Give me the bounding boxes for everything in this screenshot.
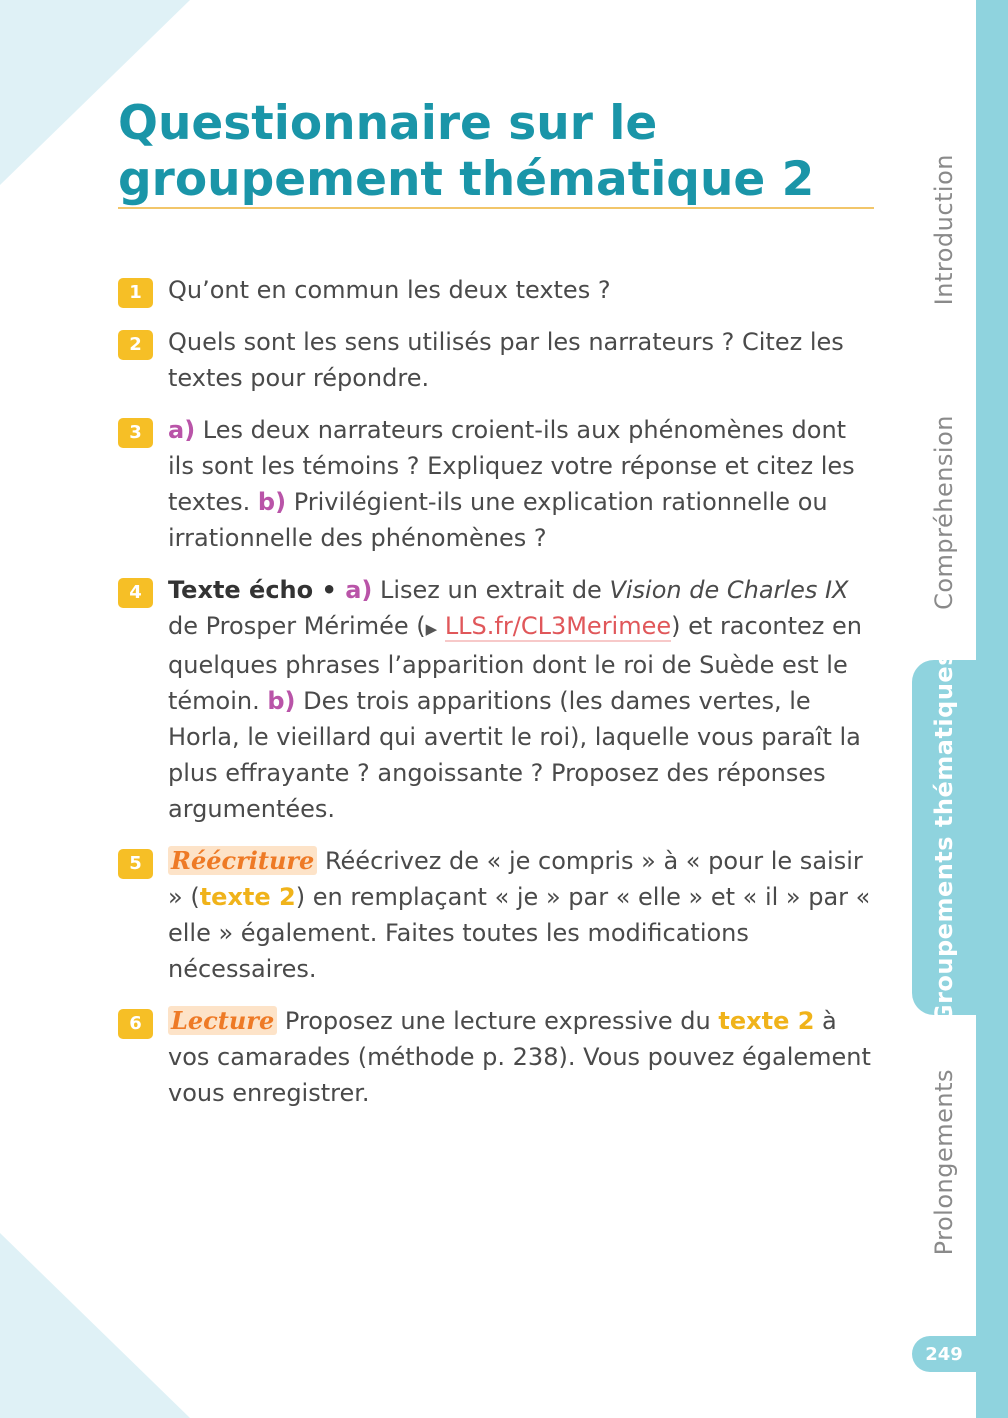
tab-groupements-thematiques[interactable] bbox=[912, 650, 976, 1025]
question-number-badge: 2 bbox=[118, 330, 153, 360]
question-number-badge: 3 bbox=[118, 418, 153, 448]
question-number-badge: 4 bbox=[118, 578, 153, 608]
question-list bbox=[118, 272, 878, 1127]
tab-groupements-label: Groupements thématiques bbox=[930, 650, 958, 1025]
question-number-badge: 5 bbox=[118, 849, 153, 879]
question-text-part: de Prosper Mérimée ( bbox=[168, 612, 426, 640]
question-text-part: à vos camarades (méthode p. 238). Vous pouvez également vous enregistrer. bbox=[168, 1007, 871, 1107]
question-text: Quels sont les sens utilisés par les narrateurs ? Citez les textes pour répondre. bbox=[168, 328, 844, 392]
tab-comprehension[interactable] bbox=[912, 400, 976, 625]
reading-tag: Lecture bbox=[168, 1006, 277, 1035]
question-6 bbox=[118, 1003, 878, 1111]
question-1 bbox=[118, 272, 878, 308]
question-text-b: Privilégient-ils une explication rationnelle ou irrationnelle des phénomènes ? bbox=[168, 488, 828, 552]
question-number-badge: 6 bbox=[118, 1009, 153, 1039]
text-reference: texte 2 bbox=[718, 1007, 815, 1035]
tab-prolongements[interactable] bbox=[912, 1050, 976, 1275]
sub-label-b: b) bbox=[267, 687, 296, 715]
question-text-part: Réécrivez de « je compris » à « pour le saisir » ( bbox=[168, 847, 863, 911]
rewriting-tag: Réécriture bbox=[168, 846, 317, 875]
work-title: Vision de Charles IX bbox=[609, 576, 849, 604]
question-text-part: Lisez un extrait de bbox=[372, 576, 610, 604]
play-arrow-icon: ▶ bbox=[425, 620, 438, 638]
tab-comprehension-label: Compréhension bbox=[930, 415, 958, 610]
tab-prolongements-label: Prolongements bbox=[930, 1069, 958, 1256]
question-text-part: Des trois apparitions (les dames vertes, le Horla, le vieillard qui avertit le roi), laquelle vous paraît la plus effrayante ? angoissante ? Proposez des réponses argumentées. bbox=[168, 687, 861, 823]
question-text-part: ) en remplaçant « je » par « elle » et « il » par « elle » également. Faites toutes les modifications nécessaires. bbox=[168, 883, 871, 983]
sub-label-b: b) bbox=[257, 488, 287, 516]
page-title: Questionnaire sur le groupement thématique 2 bbox=[118, 96, 815, 207]
question-5 bbox=[118, 843, 878, 987]
sub-label-a: a) bbox=[345, 576, 373, 604]
question-2 bbox=[118, 324, 878, 396]
corner-decoration-bottom bbox=[0, 1233, 190, 1418]
question-3 bbox=[118, 412, 878, 556]
tab-introduction[interactable] bbox=[912, 140, 976, 320]
question-text-part: Proposez une lecture expressive du bbox=[277, 1007, 719, 1035]
title-underline bbox=[118, 207, 874, 209]
question-heading: Texte écho • bbox=[168, 576, 346, 604]
merimee-link[interactable]: LLS.fr/CL3Merimee bbox=[444, 612, 672, 640]
question-4 bbox=[118, 572, 878, 827]
sub-label-a: a) bbox=[168, 416, 196, 444]
question-text-a: Les deux narrateurs croient-ils aux phénomènes dont ils sont les témoins ? Expliquez votre réponse et citez les textes. bbox=[168, 416, 855, 516]
text-reference: texte 2 bbox=[199, 883, 296, 911]
tab-introduction-label: Introduction bbox=[930, 154, 958, 306]
question-text-part: ) et racontez en quelques phrases l’apparition dont le roi de Suède est le témoin. bbox=[168, 612, 862, 715]
question-text: Qu’ont en commun les deux textes ? bbox=[168, 276, 611, 304]
side-strip bbox=[976, 0, 1008, 1418]
question-number-badge: 1 bbox=[118, 278, 153, 308]
page-number: 249 bbox=[912, 1336, 976, 1372]
